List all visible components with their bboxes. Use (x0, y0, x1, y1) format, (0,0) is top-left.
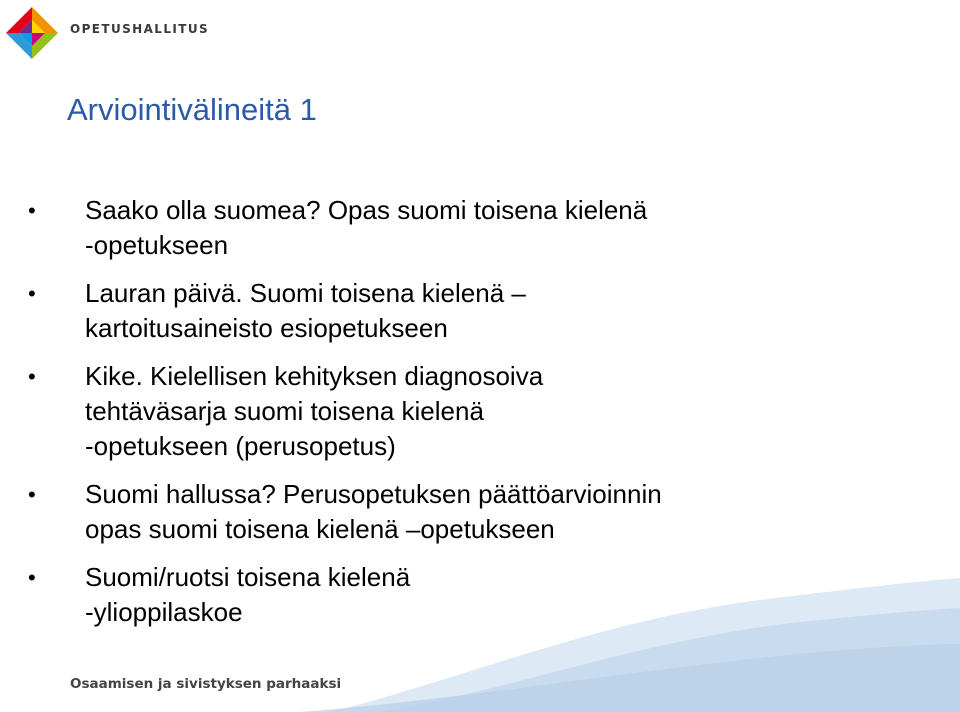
bullet-line: Suomi hallussa? Perusopetuksen päättöarvioinnin (85, 479, 662, 509)
bullet-line: -opetukseen (perusopetus) (85, 431, 396, 461)
bullet-marker: • (28, 482, 36, 507)
bullet-marker: • (28, 281, 36, 306)
org-name: OPETUSHALLITUS (70, 22, 210, 36)
bullet-line: tehtäväsarja suomi toisena kielenä (85, 396, 484, 426)
bullet-item (0, 359, 930, 464)
bullet-line: Kike. Kielellisen kehityksen diagnosoiva (85, 361, 544, 391)
bullet-line: -opetukseen (85, 230, 229, 260)
footer-tagline: Osaamisen ja sivistyksen parhaaksi (70, 676, 342, 692)
bullet-line: opas suomi toisena kielenä –opetukseen (85, 514, 555, 544)
bullet-item (0, 276, 930, 346)
bullet-line: -ylioppilaskoe (85, 597, 243, 627)
diamond-logo-icon (5, 6, 59, 60)
bullet-line: Lauran päivä. Suomi toisena kielenä – (85, 278, 526, 308)
bullet-line: Suomi/ruotsi toisena kielenä (85, 562, 411, 592)
bullet-line: kartoitusaineisto esiopetukseen (85, 313, 448, 343)
bullet-item (0, 193, 930, 263)
slide-title: Arviointivälineitä 1 (67, 92, 317, 127)
bullet-line: Saako olla suomea? Opas suomi toisena kielenä (85, 195, 648, 225)
bullet-item (0, 477, 930, 547)
bullet-marker: • (28, 565, 36, 590)
bullet-marker: • (28, 198, 36, 223)
bullet-marker: • (28, 364, 36, 389)
